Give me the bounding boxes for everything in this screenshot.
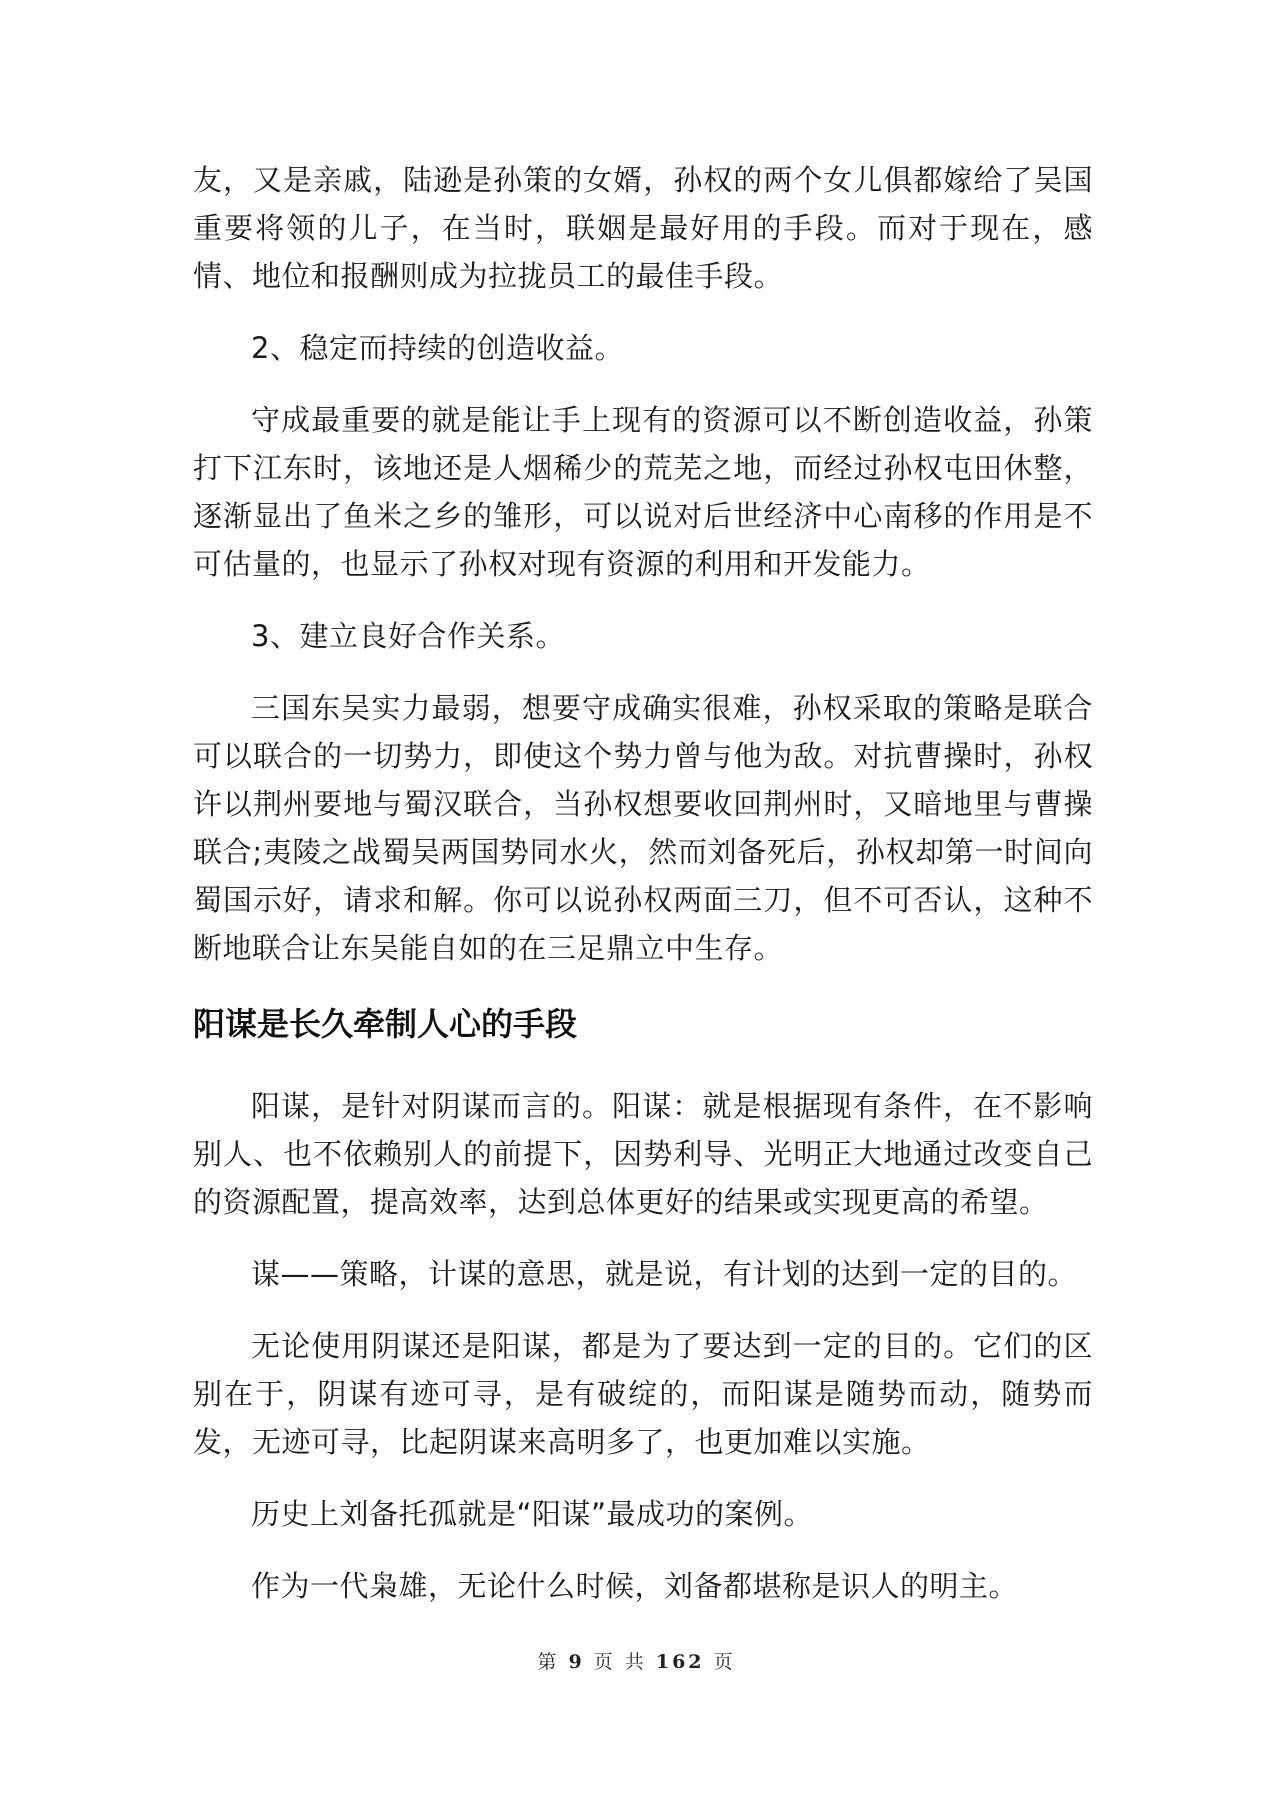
- page-footer: [0, 1647, 1273, 1674]
- current-page-number: 9: [568, 1651, 585, 1673]
- paragraph: 无论使用阴谋还是阳谋，都是为了要达到一定的目的。它们的区别在于，阴谋有迹可寻，是有破绽的，而阳谋是随势而动，随势而发，无迹可寻，比起阴谋来高明多了，也更加难以实施。: [193, 1329, 1093, 1459]
- section-heading: 阳谋是长久牵制人心的手段: [193, 1005, 578, 1043]
- paragraph: 谋——策略，计谋的意思，就是说，有计划的达到一定的目的。: [251, 1257, 1078, 1291]
- paragraph: 作为一代枭雄，无论什么时候，刘备都堪称是识人的明主。: [251, 1569, 1019, 1603]
- footer-suffix: 页: [713, 1651, 736, 1673]
- paragraph: 阳谋，是针对阴谋而言的。阳谋：就是根据现有条件，在不影响别人、也不依赖别人的前提下，因势利导、光明正大地通过改变自己的资源配置，提高效率，达到总体更好的结果或实现更高的希望。: [193, 1089, 1093, 1219]
- list-item-3: 3、建立良好合作关系。: [251, 619, 565, 653]
- paragraph: 三国东吴实力最弱，想要守成确实很难，孙权采取的策略是联合可以联合的一切势力，即使这个势力曾与他为敌。对抗曹操时，孙权许以荆州要地与蜀汉联合，当孙权想要收回荆州时，又暗地里与曹操联合;夷陵之战蜀吴两国势同水火，然而刘备死后，孙权却第一时间向蜀国示好，请求和解。你可以说孙权两面三刀，但不可否认，这种不断地联合让东吴能自如的在三足鼎立中生存。: [193, 691, 1093, 965]
- footer-middle: 页 共: [593, 1651, 647, 1673]
- page-body: [193, 156, 1093, 1634]
- total-page-count: 162: [655, 1651, 705, 1673]
- paragraph: 历史上刘备托孤就是“阳谋”最成功的案例。: [251, 1497, 814, 1531]
- paragraph: 守成最重要的就是能让手上现有的资源可以不断创造收益，孙策打下江东时，该地还是人烟稀少的荒芜之地，而经过孙权屯田休整，逐渐显出了鱼米之乡的雏形，可以说对后世经济中心南移的作用是不可估量的，也显示了孙权对现有资源的利用和开发能力。: [193, 403, 1093, 581]
- footer-prefix: 第: [537, 1651, 560, 1673]
- paragraph-continued: 友，又是亲戚，陆逊是孙策的女婿，孙权的两个女儿俱都嫁给了吴国重要将领的儿子，在当时，联姻是最好用的手段。而对于现在，感情、地位和报酬则成为拉拢员工的最佳手段。: [193, 163, 1093, 293]
- list-item-2: 2、稳定而持续的创造收益。: [251, 331, 624, 365]
